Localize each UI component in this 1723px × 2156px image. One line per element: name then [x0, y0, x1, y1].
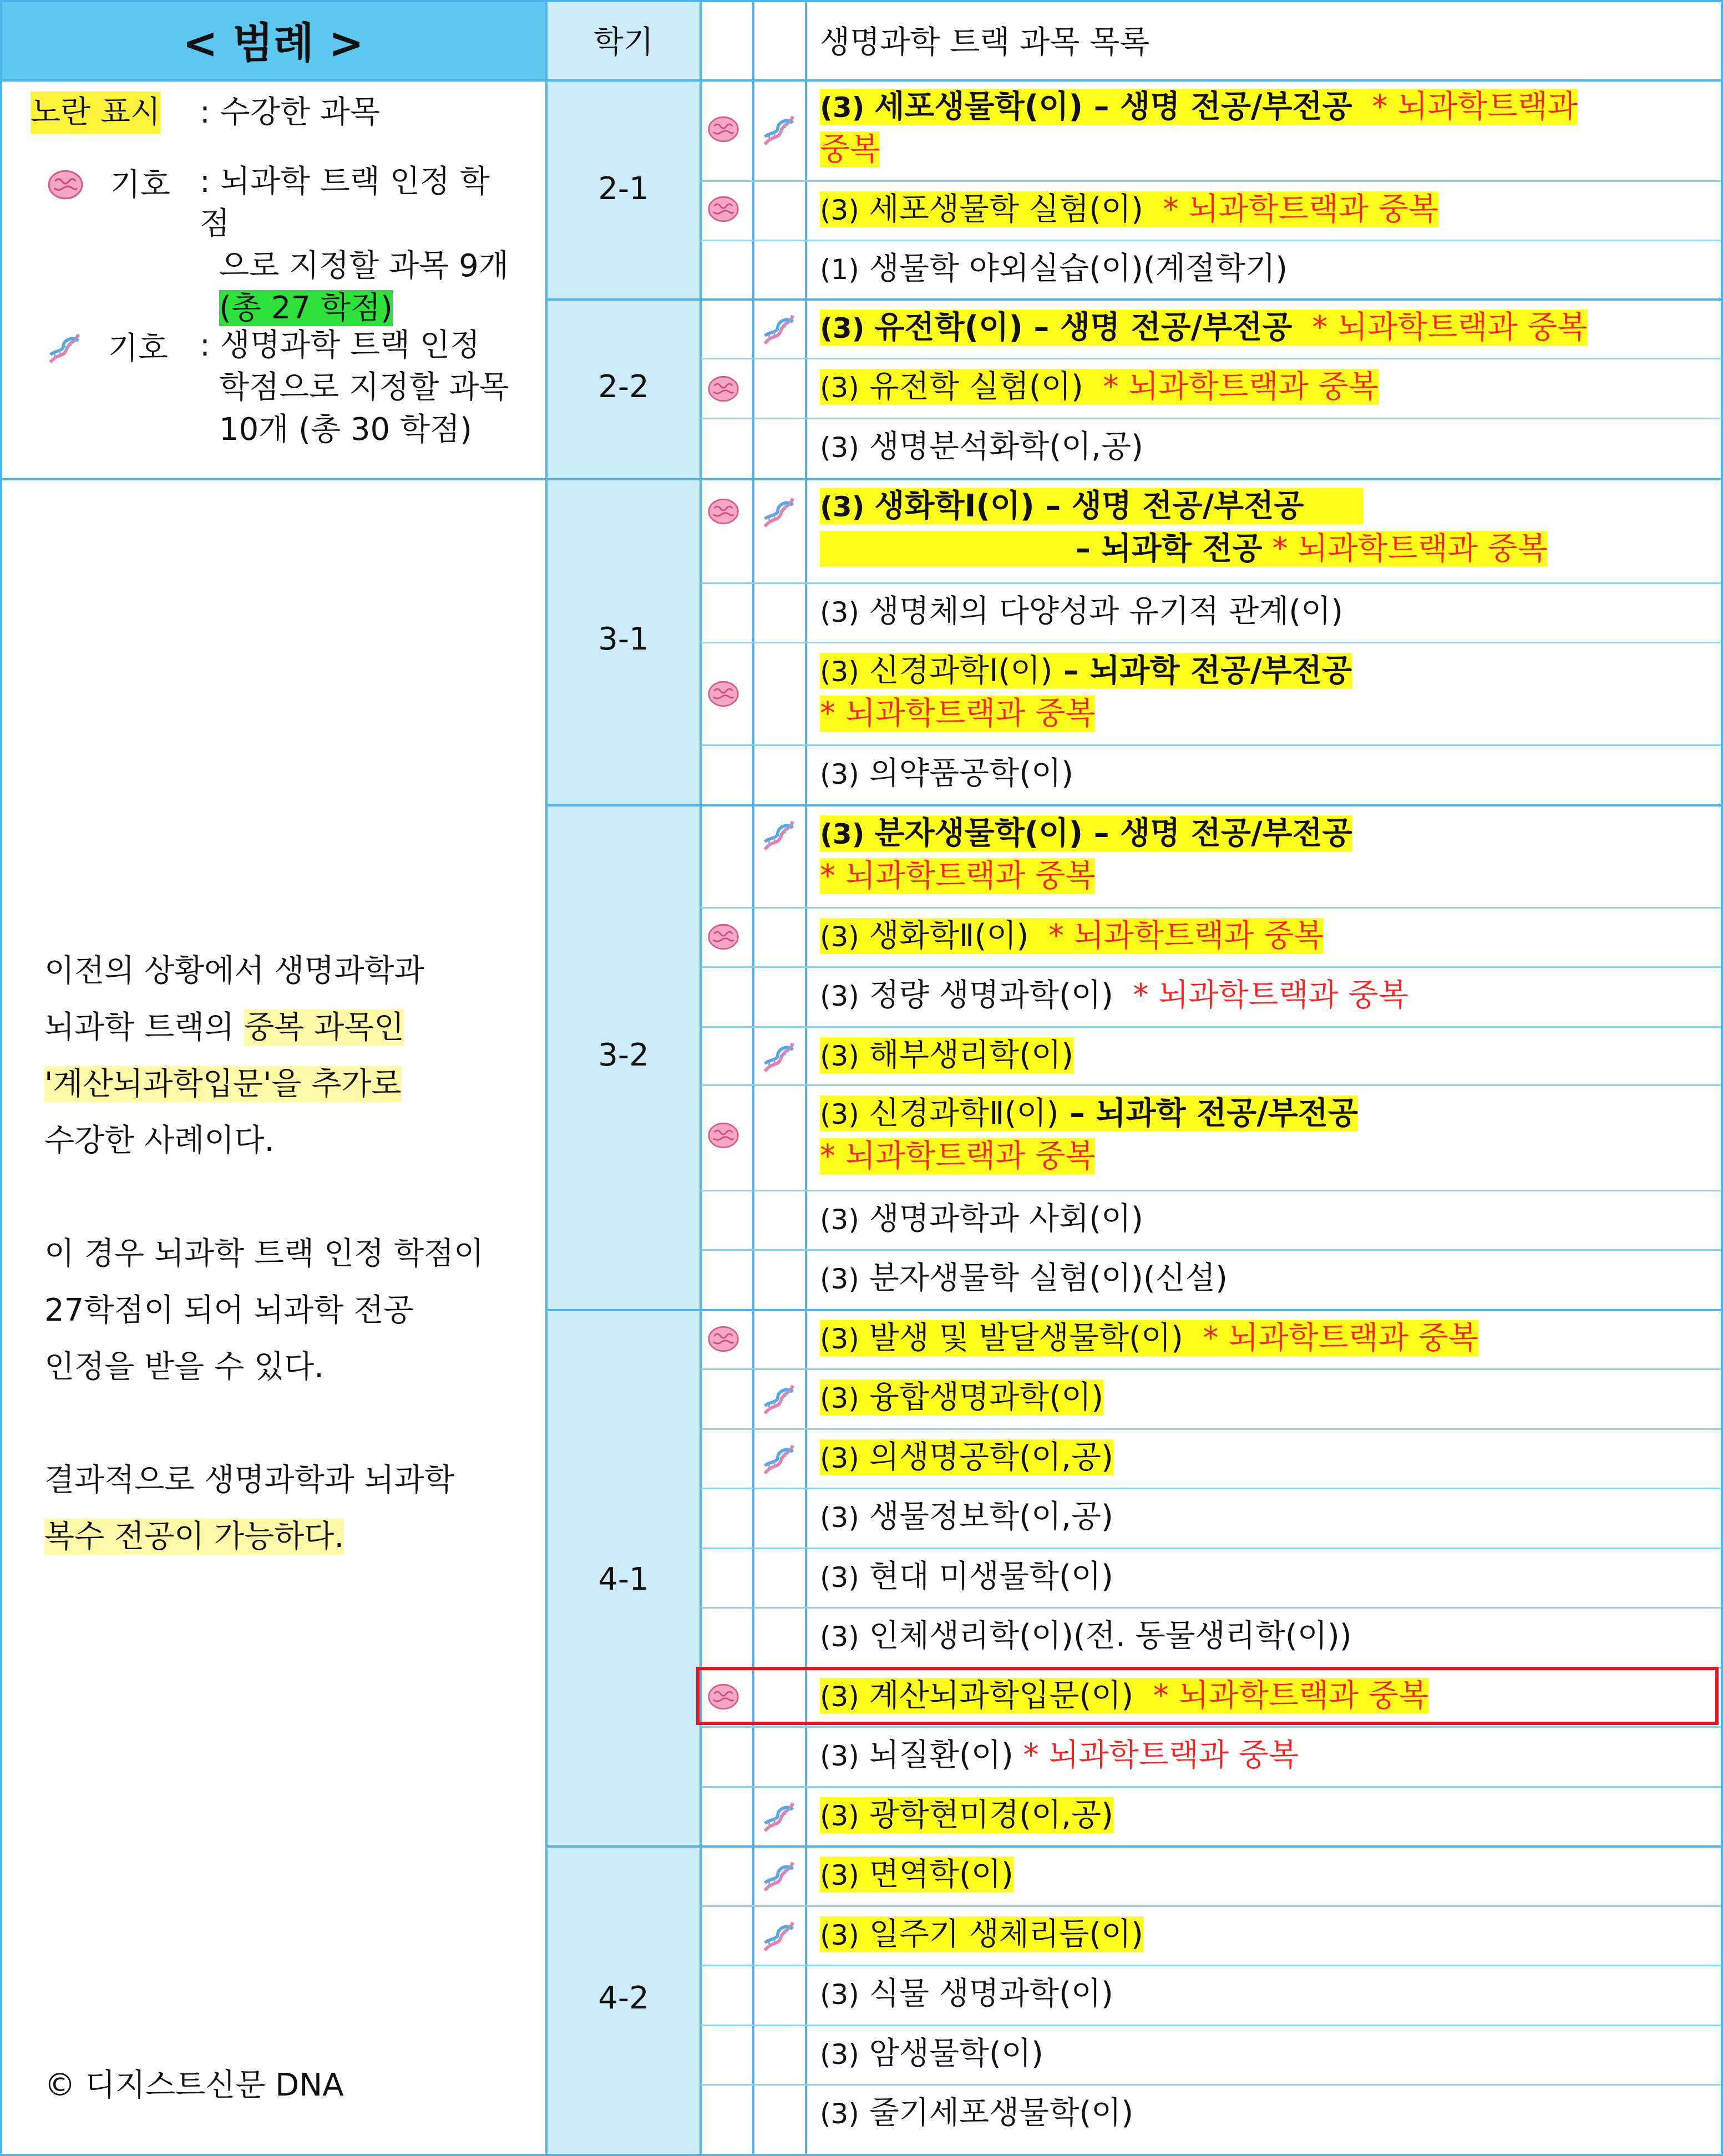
course-credit: (3) [820, 1040, 859, 1072]
course-name: 유전학 실험(이) [869, 369, 1083, 405]
note-highlight: '계산뇌과학입문'을 추가로 [44, 1066, 402, 1102]
dna-desc-3: 10개 (총 30 학점) [219, 412, 472, 448]
row-line [701, 744, 1723, 746]
course-name: 정량 생명과학(이) [869, 977, 1113, 1013]
row-line [701, 1607, 1723, 1609]
course-row [820, 189, 1438, 231]
brain-icon [47, 168, 84, 202]
dna-icon [47, 331, 82, 366]
dup-tag: * 뇌과학트랙과 중복 [820, 696, 1096, 732]
dna-icon [762, 818, 796, 853]
course-row [820, 1257, 1228, 1300]
yellow-key: 노란 표시 [31, 92, 160, 134]
brain-icon [707, 1323, 739, 1355]
dup-tag: * 뇌과학트랙과 중복 [1272, 531, 1548, 567]
course-name: 해부생리학(이) [869, 1037, 1073, 1073]
course-name: 암생물학(이) [869, 2036, 1043, 2072]
semester-label: 2-1 [598, 171, 649, 207]
course-name: 생명과학과 사회(이) [869, 1201, 1143, 1237]
course-name: 생명분석화학(이,공) [869, 429, 1143, 465]
course-row [820, 915, 1324, 958]
note-highlight: 중복 과목인 [244, 1009, 404, 1046]
row-line [701, 358, 1723, 359]
dna-icon [762, 1040, 796, 1074]
course-credit: (3) [820, 1442, 859, 1474]
row-line [701, 582, 1723, 584]
course-row [820, 1496, 1113, 1539]
row-line [701, 1190, 1723, 1191]
course-row [820, 1914, 1143, 1956]
course-credit: (3) [820, 372, 859, 404]
brain-total: (총 27 학점) [219, 290, 393, 326]
brain-icon [707, 495, 739, 527]
course-name: 세포생물학 실험(이) [869, 191, 1143, 227]
course-name: 의생명공학(이,공) [869, 1439, 1113, 1475]
course-suffix: – 생명 전공/부전공 [1034, 488, 1304, 524]
course-credit: (3) [820, 1382, 859, 1414]
dna-icon [762, 1919, 796, 1954]
note-line: 27학점이 되어 뇌과학 전공 [44, 1292, 414, 1328]
row-line [701, 180, 1723, 182]
brain-icon [707, 921, 739, 953]
course-name: 뇌질환(이) [869, 1737, 1013, 1773]
course-credit: (3) [820, 1979, 859, 2011]
course-credit: (3) [820, 312, 865, 344]
row-line [701, 642, 1723, 643]
note-line: 결과적으로 생명과학과 뇌과학 [44, 1462, 454, 1498]
course-credit: (1) [820, 253, 859, 286]
course-credit: (3) [820, 818, 865, 850]
grid-line [752, 0, 754, 2156]
course-name: 줄기세포생물학(이) [869, 2095, 1134, 2131]
course-credit: (3) [820, 1621, 859, 1653]
row-line [701, 2025, 1723, 2026]
course-credit: (3) [820, 92, 865, 124]
course-suffix: – 뇌과학 전공/부전공 [1052, 653, 1352, 689]
dup-tag: * 뇌과학트랙과 중복 [820, 1138, 1096, 1174]
dna-desc-2: 학점으로 지정할 과목 [219, 369, 509, 405]
grid-line [700, 0, 702, 2156]
course-credit: (3) [820, 1740, 859, 1772]
semester-column [546, 0, 701, 2156]
course-credit: (3) [820, 1323, 859, 1355]
legend-dna-desc [200, 324, 510, 451]
course-row [820, 1794, 1113, 1837]
brain-icon [707, 193, 739, 225]
legend-yellow-desc: : 수강한 과목 [200, 94, 380, 130]
course-credit: (3) [820, 758, 859, 790]
course-credit: (3) [820, 596, 859, 628]
course-credit: (3) [820, 1561, 859, 1594]
course-credit: (3) [820, 1800, 859, 1832]
course-credit: (3) [820, 1204, 859, 1236]
grid-line [546, 804, 1723, 806]
highlight-box [696, 1667, 1719, 1725]
legend-brain-desc [200, 161, 510, 329]
course-row [820, 1034, 1073, 1077]
brain-icon [707, 113, 739, 145]
course-suffix: – 생명 전공/부전공 [1083, 89, 1352, 125]
course-name: 계산뇌과학입문(이) [869, 1678, 1134, 1714]
course-name: 면역학(이) [869, 1856, 1013, 1893]
course-name: 발생 및 발달생물학(이) [869, 1320, 1183, 1356]
semester-label: 4-1 [598, 1561, 649, 1597]
course-name: 생화학Ⅰ(이) [874, 488, 1035, 524]
dup-tag: * 뇌과학트랙과 중복 [1048, 918, 1324, 954]
course-row [820, 1377, 1103, 1419]
dna-icon [762, 1800, 796, 1834]
brain-icon [707, 678, 739, 710]
course-row [820, 1317, 1478, 1360]
course-credit: (3) [820, 980, 859, 1012]
note-line: 인정을 받을 수 있다. [44, 1349, 324, 1385]
course-name: 생명체의 다양성과 유기적 관계(이) [869, 593, 1344, 630]
course-name: 분자생물학(이) [874, 815, 1083, 851]
case-note [44, 943, 533, 1622]
dup-tag: * 뇌과학트랙과 중복 [1023, 1737, 1299, 1773]
course-name: 의약품공학(이) [869, 755, 1073, 792]
course-row [820, 2033, 1043, 2076]
dna-icon [762, 1382, 796, 1417]
course-row [820, 485, 1548, 570]
course-row [820, 86, 1578, 171]
course-name: 광학현미경(이,공) [869, 1797, 1113, 1833]
course-credit: (3) [820, 1098, 859, 1130]
dna-desc-1: : 생명과학 트랙 인정 [200, 327, 480, 363]
dup-tag: * 뇌과학트랙과 중복 [1312, 310, 1588, 346]
note-highlight: 복수 전공이 가능하다. [44, 1519, 344, 1555]
semester-label: 3-1 [598, 621, 649, 657]
course-row [820, 1615, 1352, 1658]
dup-tag: * 뇌과학트랙과 중복 [820, 858, 1096, 894]
semester-label: 4-2 [598, 1980, 649, 2016]
course-name: 세포생물학(이) [874, 89, 1083, 125]
semester-header: 학기 [546, 0, 701, 79]
row-line [701, 1905, 1723, 1907]
course-credit: (3) [820, 1501, 859, 1534]
row-line [701, 1726, 1723, 1728]
course-suffix: – 생명 전공/부전공 [1022, 310, 1293, 346]
course-credit: (3) [820, 1859, 859, 1891]
row-line [701, 1084, 1723, 1086]
brain-desc-1: : 뇌과학 트랙 인정 학점 [200, 164, 490, 242]
course-name: 신경과학Ⅰ(이) [869, 653, 1053, 689]
grid-line [805, 0, 807, 2156]
course-row [820, 591, 1343, 633]
grid-line [0, 478, 546, 480]
row-line [701, 2084, 1723, 2086]
row-line [701, 1026, 1723, 1028]
course-row [820, 426, 1143, 469]
row-line [701, 1786, 1723, 1788]
course-credit: (3) [820, 921, 859, 953]
dup-tag: * 뇌과학트랙과 중복 [1103, 369, 1379, 405]
course-credit: (3) [820, 656, 859, 688]
course-row [820, 650, 1352, 735]
course-row [820, 248, 1288, 291]
brain-icon [707, 373, 739, 405]
course-suffix: – 뇌과학 전공/부전공 [1058, 1095, 1359, 1132]
row-line [701, 418, 1723, 419]
row-line [701, 1488, 1723, 1489]
row-line [701, 240, 1723, 241]
course-name: 일주기 생체리듬(이) [869, 1916, 1143, 1952]
row-line [701, 966, 1723, 968]
dup-tag: * 뇌과학트랙과 중복 [1133, 977, 1408, 1013]
course-credit: (3) [820, 1919, 859, 1951]
course-row [820, 366, 1379, 409]
note-line: 이전의 상황에서 생명과학과 [44, 953, 424, 989]
grid-line [545, 0, 548, 2156]
row-line [701, 1368, 1723, 1370]
course-credit: (3) [820, 432, 859, 464]
note-line: 수강한 사례이다. [44, 1123, 275, 1159]
course-name: 식물 생명과학(이) [869, 1976, 1113, 2012]
course-credit: (3) [820, 194, 859, 226]
note-line: 뇌과학 트랙의 [44, 1009, 245, 1046]
dna-icon [762, 1442, 796, 1477]
semester-label: 3-2 [598, 1037, 649, 1073]
row-line [701, 1965, 1723, 1966]
legend-header: < 범례 > [0, 0, 546, 79]
legend-yellow-row [31, 92, 160, 134]
dup-tag-cont: 중복 [820, 131, 880, 168]
brain-key: 기호 [110, 167, 171, 203]
course-row [820, 1973, 1113, 2016]
course-row [820, 1437, 1113, 1479]
note-line: 이 경우 뇌과학 트랙 인정 학점이 [44, 1236, 484, 1272]
legend-dna-row [47, 324, 168, 370]
course-name: 생화학Ⅱ(이) [869, 918, 1029, 954]
course-row [820, 307, 1588, 349]
dna-icon [762, 1859, 796, 1894]
dna-icon [762, 495, 796, 530]
course-row [820, 2092, 1133, 2135]
dna-key: 기호 [108, 331, 169, 367]
course-name: 분자생물학 실험(이)(신설) [869, 1260, 1228, 1296]
course-name: 유전학(이) [874, 310, 1023, 346]
dna-icon [762, 312, 796, 347]
grid-line [546, 478, 1723, 480]
dup-tag: * 뇌과학트랙과 중복 [1153, 1678, 1429, 1714]
grid-line [0, 79, 1723, 82]
dup-tag: * 뇌과학트랙과 중복 [1203, 1320, 1478, 1356]
course-name: 현대 미생물학(이) [869, 1559, 1113, 1595]
course-credit: (3) [820, 2098, 859, 2130]
brain-icon [707, 1119, 739, 1151]
course-name: 생물학 야외실습(이)(계절학기) [869, 251, 1288, 287]
grid-line [546, 1845, 1723, 1848]
course-name: 인체생리학(이)(전. 동물생리학(이)) [869, 1618, 1352, 1654]
course-suffix: – 뇌과학 전공 [1075, 531, 1263, 567]
course-name: 신경과학Ⅱ(이) [869, 1095, 1059, 1132]
course-row [820, 813, 1352, 897]
course-row [820, 1556, 1113, 1599]
grid-line [546, 298, 1723, 301]
course-name: 융합생명과학(이) [869, 1379, 1104, 1416]
course-row [820, 1854, 1013, 1896]
course-list-header: 생명과학 트랙 과목 목록 [820, 24, 1150, 60]
course-row [820, 1093, 1358, 1178]
course-credit: (3) [820, 1681, 859, 1713]
dna-icon [762, 113, 796, 148]
row-line [701, 1428, 1723, 1430]
row-line [701, 907, 1723, 909]
legend-brain-row [47, 161, 170, 206]
course-row [820, 753, 1073, 795]
row-line [701, 1249, 1723, 1251]
dup-tag: * 뇌과학트랙과 [1372, 89, 1578, 125]
brain-desc-2: 으로 지정할 과목 9개 [219, 248, 509, 284]
course-row [820, 975, 1408, 1017]
course-suffix: – 생명 전공/부전공 [1083, 815, 1352, 851]
copyright: © 디지스트신문 DNA [44, 2067, 344, 2103]
row-line [701, 1548, 1723, 1549]
course-row [820, 1198, 1143, 1241]
course-credit: (3) [820, 2038, 859, 2071]
semester-label: 2-2 [598, 369, 649, 405]
grid-line [546, 1309, 1723, 1311]
course-name: 생물정보학(이,공) [869, 1499, 1113, 1535]
course-row [820, 1734, 1299, 1777]
course-credit: (3) [820, 1263, 859, 1295]
dup-tag: * 뇌과학트랙과 중복 [1163, 191, 1438, 227]
course-credit: (3) [820, 491, 865, 523]
